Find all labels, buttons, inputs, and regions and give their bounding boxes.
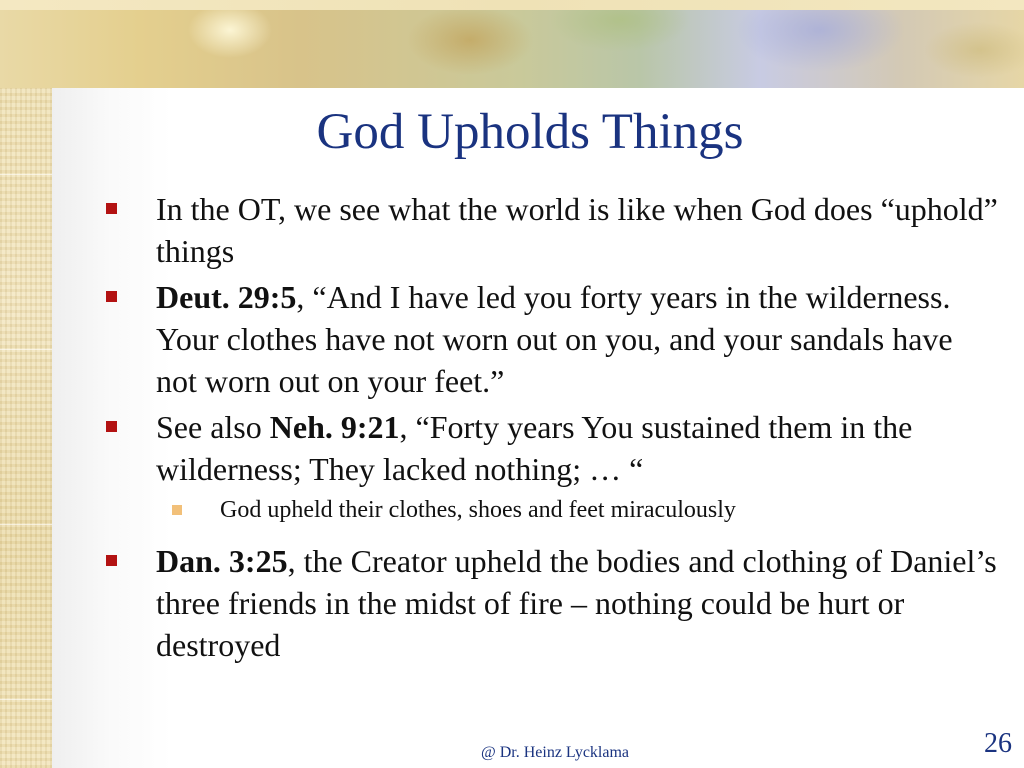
square-bullet-icon: [106, 203, 117, 214]
bullet-text: , “And I have led you forty years in the wilderness. Your clothes have not worn out on you, and your sandals have not worn out on your feet.”: [156, 279, 953, 399]
slide-title: God Upholds Things: [316, 104, 744, 160]
bullet-item-3: [100, 406, 1000, 490]
bullet-item-1: [100, 188, 1000, 272]
slide-footer: @ Dr. Heinz Lycklama: [480, 744, 630, 761]
bullet-item-2: [100, 276, 1000, 402]
bullet-list: [100, 188, 1000, 670]
top-decorative-banner: [0, 0, 1024, 88]
scripture-reference: Neh. 9:21: [269, 409, 400, 445]
scripture-reference: Dan. 3:25: [156, 543, 288, 579]
scripture-reference: Deut. 29:5: [156, 279, 297, 315]
square-bullet-icon: [106, 555, 117, 566]
bullet-text: , “Forty years You sustained them in the wilderness; They lacked nothing; … “: [156, 409, 913, 487]
top-banner-strip: [0, 0, 1024, 10]
square-sub-bullet-icon: [172, 505, 182, 515]
bullet-text: , the Creator upheld the bodies and clothing of Daniel’s three friends in the midst of fire – nothing could be hurt or destroyed: [156, 543, 997, 663]
square-bullet-icon: [106, 421, 117, 432]
left-band-grid: [0, 0, 52, 768]
sub-bullet-item: [100, 494, 1000, 526]
bullet-item-4: [100, 540, 1000, 666]
bullet-text: In the OT, we see what the world is like when God does “uphold” things: [156, 191, 998, 269]
bullet-prefix: See also: [156, 409, 270, 445]
sub-bullet-text: God upheld their clothes, shoes and feet miraculously: [220, 497, 736, 523]
page-number: 26: [984, 728, 1012, 759]
square-bullet-icon: [106, 291, 117, 302]
